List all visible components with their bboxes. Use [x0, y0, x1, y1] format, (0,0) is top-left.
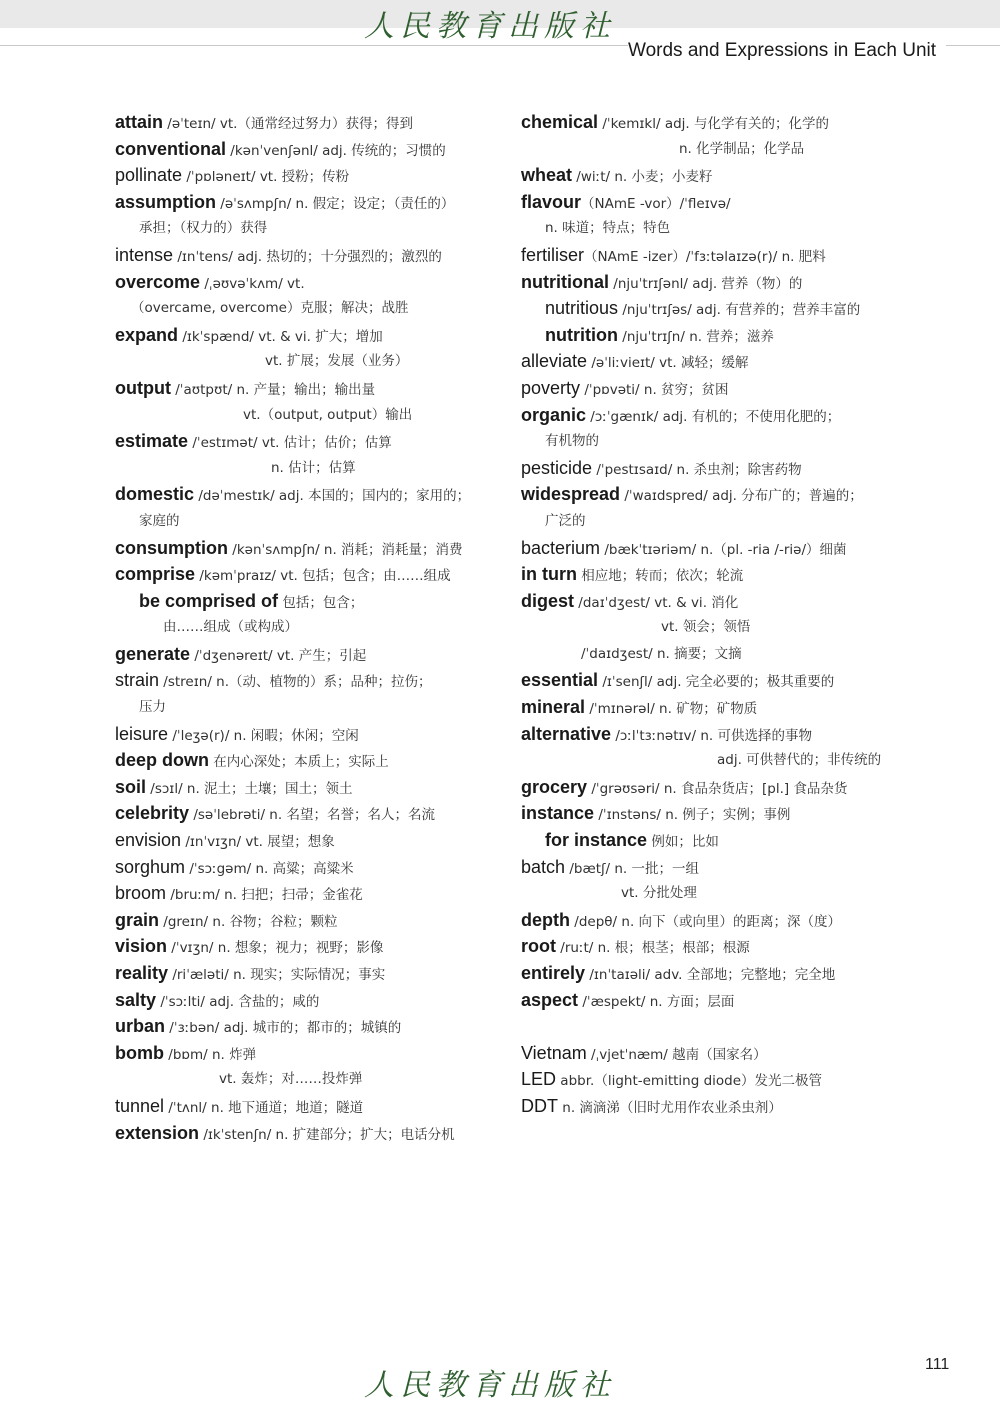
- entry-ddt: DDT n. 滴滴涕（旧时尤用作农业杀虫剂）: [521, 1095, 782, 1116]
- entry-led: LED abbr.（light-emitting diode）发光二极管: [521, 1069, 823, 1090]
- entry-attain: attain /əˈteɪn/ vt.（通常经过努力）获得；得到: [115, 112, 413, 132]
- entry-urban: urban /ˈɜːbən/ adj. 城市的；都市的；城镇的: [115, 1016, 402, 1037]
- entry-wheat: wheat /wiːt/ n. 小麦；小麦籽: [521, 165, 713, 186]
- entry-root: root /ruːt/ n. 根；根茎；根部；根源: [521, 936, 750, 957]
- entry-nutrition: nutrition /njuˈtrɪʃn/ n. 营养；滋养: [545, 324, 774, 345]
- entry-be-comprised-of: be comprised of 包括；包含；: [139, 590, 364, 611]
- entry-grain: grain /greɪn/ n. 谷物；谷粒；颗粒: [115, 909, 338, 930]
- entry-continuation: n. 味道；特点；特色: [545, 220, 671, 237]
- entry-continuation: 由……组成（或构成）: [163, 619, 298, 636]
- entry-continuation: vt. 分批处理: [621, 885, 697, 902]
- spacer: [521, 1013, 913, 1040]
- entry-expand: expand /ɪkˈspænd/ vt. & vi. 扩大；增加: [115, 324, 383, 345]
- entry-continuation: adj. 可供替代的；非传统的: [717, 752, 882, 769]
- entry-vision: vision /ˈvɪʒn/ n. 想象；视力；视野；影像: [115, 936, 384, 957]
- entry-continuation: /ˈdaɪdʒest/ n. 摘要；文摘: [581, 645, 742, 662]
- entry-celebrity: celebrity /səˈlebrəti/ n. 名望；名誉；名人；名流: [115, 803, 435, 824]
- entry-widespread: widespread /ˈwaɪdspred/ adj. 分布广的；普遍的；: [521, 484, 863, 505]
- entry-bacterium: bacterium /bækˈtɪəriəm/ n.（pl. -ria /-riə/）细菌: [521, 537, 847, 558]
- entry-broom: broom /bruːm/ n. 扫把；扫帚；金雀花: [115, 883, 363, 904]
- entry-continuation: n. 估计；估算: [271, 459, 356, 476]
- entry-flavour: flavour（NAmE -vor）/ˈfleɪvə/: [521, 191, 731, 212]
- entry-continuation: vt. 扩展；发展（业务）: [265, 353, 409, 370]
- entry-entirely: entirely /ɪnˈtaɪəli/ adv. 全部地；完整地；完全地: [521, 963, 836, 983]
- entry-pesticide: pesticide /ˈpestɪsaɪd/ n. 杀虫剂；除害药物: [521, 457, 802, 478]
- entry-intense: intense /ɪnˈtens/ adj. 热切的；十分强烈的；激烈的: [115, 244, 442, 265]
- entry-strain: strain /streɪn/ n.（动、植物的）系；品种；拉伤；: [115, 670, 432, 691]
- entry-nutritional: nutritional /njuˈtrɪʃənl/ adj. 营养（物）的: [521, 271, 803, 292]
- entry-tunnel: tunnel /ˈtʌnl/ n. 地下通道；地道；隧道: [115, 1095, 364, 1116]
- entry-nutritious: nutritious /njuˈtrɪʃəs/ adj. 有营养的；营养丰富的: [545, 298, 861, 319]
- entry-poverty: poverty /ˈpɒvəti/ n. 贫穷；贫困: [521, 377, 729, 398]
- entry-domestic: domestic /dəˈmestɪk/ adj. 本国的；国内的；家用的；: [115, 484, 471, 505]
- entry-for-instance: for instance 例如；比如: [545, 830, 719, 851]
- entry-envision: envision /ɪnˈvɪʒn/ vt. 展望；想象: [115, 830, 335, 851]
- entry-leisure: leisure /ˈleʒə(r)/ n. 闲暇；休闲；空闲: [115, 723, 359, 744]
- entry-sorghum: sorghum /ˈsɔːgəm/ n. 高粱；高粱米: [115, 856, 354, 877]
- entry-essential: essential /ɪˈsenʃl/ adj. 完全必要的；极其重要的: [521, 670, 835, 691]
- entry-in-turn: in turn 相应地；转而；依次；轮流: [521, 564, 744, 585]
- entry-continuation: 承担；（权力的）获得: [139, 220, 268, 237]
- entry-bomb: bomb /bɒm/ n. 炸弹: [115, 1042, 257, 1063]
- entry-digest: digest /daɪˈdʒest/ vt. & vi. 消化: [521, 590, 739, 611]
- page-title: Words and Expressions in Each Unit: [628, 38, 946, 66]
- right-column: [521, 109, 913, 1120]
- entry-continuation: 有机物的: [545, 433, 599, 450]
- entry-alternative: alternative /ɔːlˈtɜːnətɪv/ n. 可供选择的事物: [521, 723, 812, 744]
- entry-salty: salty /ˈsɔːlti/ adj. 含盐的；咸的: [115, 989, 320, 1010]
- entry-alleviate: alleviate /əˈliːvieɪt/ vt. 减轻；缓解: [521, 351, 749, 372]
- publisher-logo: 人民教育出版社: [364, 9, 616, 44]
- entry-continuation: 广泛的: [545, 512, 586, 529]
- entry-grocery: grocery /ˈgrəʊsəri/ n. 食品杂货店；[pl.] 食品杂货: [521, 776, 848, 797]
- entry-extension: extension /ɪkˈstenʃn/ n. 扩建部分；扩大；电话分机: [115, 1122, 455, 1143]
- entry-continuation: vt. 领会；领悟: [661, 619, 751, 636]
- entry-continuation: vt. 轰炸；对……投炸弹: [219, 1071, 363, 1088]
- entry-vietnam: Vietnam /ˌvjetˈnæm/ 越南（国家名）: [521, 1042, 767, 1063]
- entry-organic: organic /ɔːˈgænɪk/ adj. 有机的；不使用化肥的；: [521, 404, 841, 425]
- entry-continuation: （overcame, overcome）克服；解决；战胜: [131, 300, 409, 317]
- entry-consumption: consumption /kənˈsʌmpʃn/ n. 消耗；消耗量；消费: [115, 537, 463, 558]
- entry-mineral: mineral /ˈmɪnərəl/ n. 矿物；矿物质: [521, 697, 758, 718]
- entry-continuation: vt.（output, output）输出: [243, 406, 413, 423]
- entry-chemical: chemical /ˈkemɪkl/ adj. 与化学有关的；化学的: [521, 112, 829, 132]
- entry-fertiliser: fertiliser（NAmE -izer）/ˈfɜːtəlaɪzə(r)/ n. 肥料: [521, 244, 826, 265]
- entry-continuation: n. 化学制品；化学品: [679, 140, 805, 157]
- entry-generate: generate /ˈdʒenəreɪt/ vt. 产生；引起: [115, 643, 367, 664]
- entry-conventional: conventional /kənˈvenʃənl/ adj. 传统的；习惯的: [115, 138, 446, 159]
- entry-pollinate: pollinate /ˈpɒləneɪt/ vt. 授粉；传粉: [115, 165, 350, 186]
- publisher-logo-footer: 人民教育出版社: [364, 1368, 616, 1403]
- entry-batch: batch /bætʃ/ n. 一批；一组: [521, 856, 700, 877]
- entry-soil: soil /sɔɪl/ n. 泥土；土壤；国土；领土: [115, 776, 353, 797]
- page-number: 111: [925, 1356, 950, 1373]
- entry-assumption: assumption /əˈsʌmpʃn/ n. 假定；设定；（责任的）: [115, 191, 455, 212]
- entry-comprise: comprise /kəmˈpraɪz/ vt. 包括；包含；由……组成: [115, 564, 451, 585]
- entry-reality: reality /riˈæləti/ n. 现实；实际情况；事实: [115, 963, 386, 983]
- entry-estimate: estimate /ˈestɪmət/ vt. 估计；估价；估算: [115, 431, 392, 452]
- entry-output: output /ˈaʊtpʊt/ n. 产量；输出；输出量: [115, 377, 376, 398]
- entry-instance: instance /ˈɪnstəns/ n. 例子；实例；事例: [521, 803, 791, 824]
- entry-deep-down: deep down 在内心深处；本质上；实际上: [115, 750, 389, 771]
- entry-depth: depth /depθ/ n. 向下（或向里）的距离；深（度）: [521, 909, 842, 930]
- entry-continuation: 家庭的: [139, 512, 180, 529]
- left-column: [115, 109, 507, 1146]
- entry-overcome: overcome /ˌəʊvəˈkʌm/ vt.: [115, 271, 305, 292]
- entry-aspect: aspect /ˈæspekt/ n. 方面；层面: [521, 989, 735, 1010]
- entry-continuation: 压力: [139, 699, 166, 716]
